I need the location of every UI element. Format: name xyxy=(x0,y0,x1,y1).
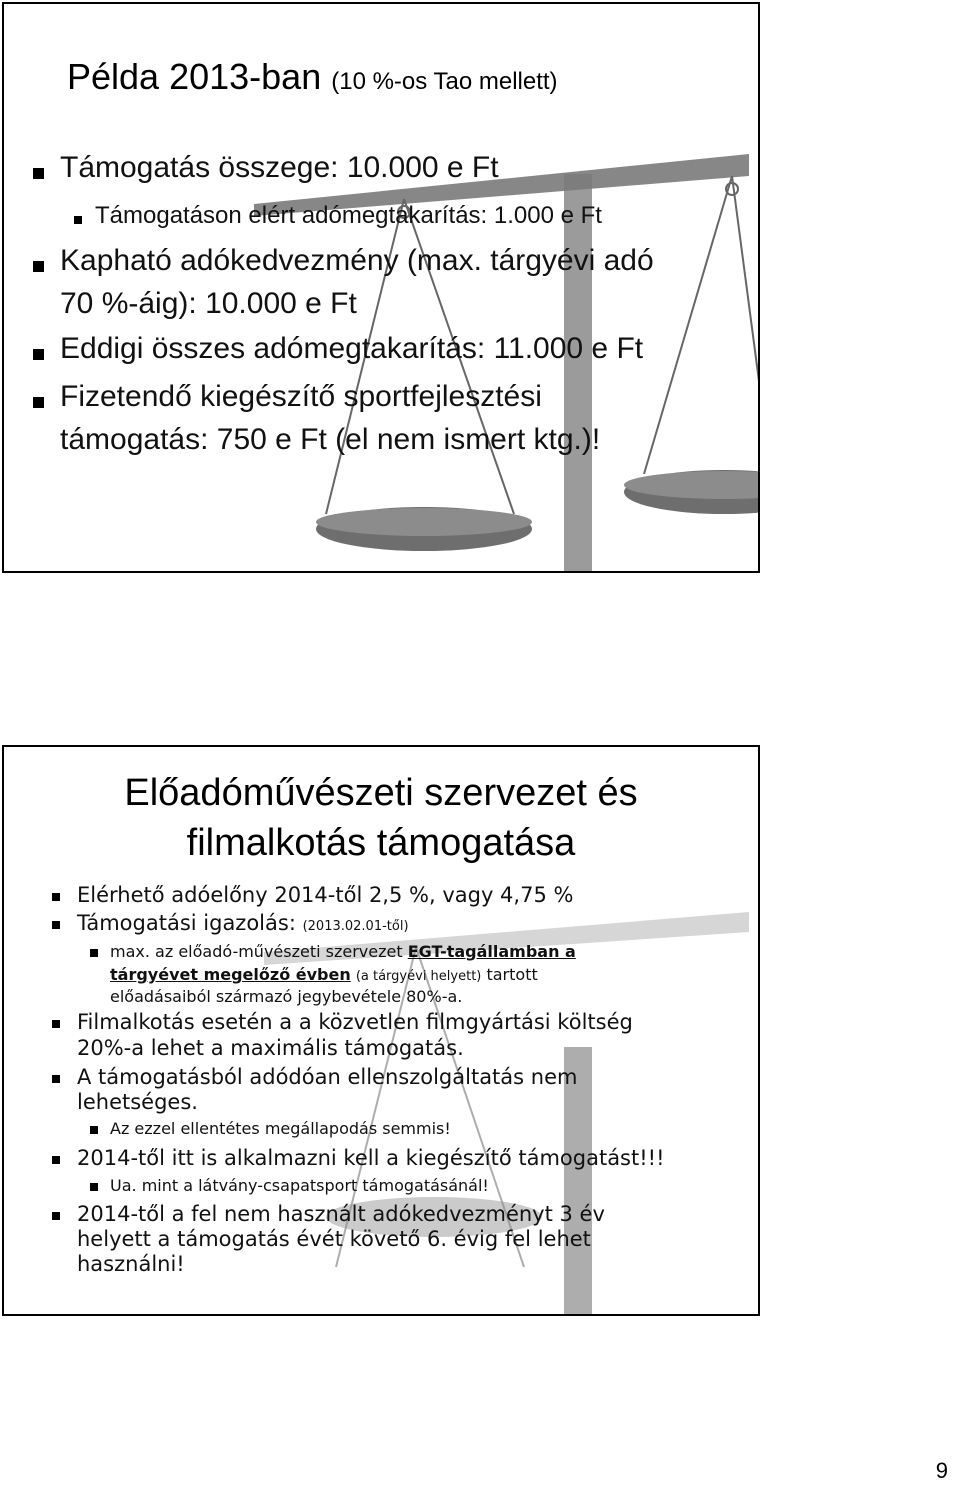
bullet-marker xyxy=(33,397,44,408)
bullet-marker xyxy=(52,1156,60,1164)
bullet-support-amount: Támogatás összege: 10.000 e Ft xyxy=(60,151,499,184)
subbullet-same-as-team-sport: Ua. mint a látvány-csapatsport támogatásánál! xyxy=(110,1176,489,1195)
bullet-tax-advantage: Elérhető adóelőny 2014-től 2,5 %, vagy 4,75 % xyxy=(77,883,574,907)
subbullet-max-revenue-line3: előadásaiból származó jegybevétele 80%-a. xyxy=(110,987,463,1006)
bullet-total-saving: Eddigi összes adómegtakarítás: 11.000 e Ft xyxy=(60,332,644,365)
bullet-marker xyxy=(90,1126,98,1134)
slide-1-title-sub: (10 %-os Tao mellett) xyxy=(331,68,558,95)
max-revenue-text: max. az előadó-művészeti szervezet xyxy=(110,942,403,961)
bullet-marker xyxy=(52,1075,60,1083)
bullet-film-line2: 20%-a lehet a maximális támogatás. xyxy=(77,1036,464,1060)
bullet-supplementary-line2: támogatás: 750 e Ft (el nem ismert ktg.)! xyxy=(60,423,601,456)
bullet-supplementary-line1: Fizetendő kiegészítő sportfejlesztési xyxy=(60,380,542,413)
slide-1 xyxy=(2,2,760,573)
bullet-no-consideration-line2: lehetséges. xyxy=(77,1090,198,1114)
bullet-unused-allowance-line1: 2014-től a fel nem használt adókedvezményt 3 év xyxy=(77,1202,605,1226)
slide-1-title xyxy=(67,56,558,98)
bullet-marker xyxy=(90,949,98,957)
support-certificate-date: (2013.02.01-től) xyxy=(302,919,409,934)
subbullet-max-revenue-line1 xyxy=(110,942,576,961)
bullet-marker xyxy=(52,921,60,929)
bullet-marker xyxy=(33,168,44,179)
bullet-tax-saving: Támogatáson elért adómegtakarítás: 1.000 e Ft xyxy=(95,202,602,229)
held-text: tartott xyxy=(486,965,538,984)
support-certificate-label: Támogatási igazolás: xyxy=(77,911,296,935)
page-number: 9 xyxy=(935,1458,948,1483)
bullet-support-certificate xyxy=(77,911,409,935)
slide-2-title-line2: filmalkotás támogatása xyxy=(186,822,576,864)
bullet-no-consideration-line1: A támogatásból adódóan ellenszolgáltatás nem xyxy=(77,1065,578,1089)
slide-2 xyxy=(2,745,760,1316)
subbullet-contrary-agreement-void: Az ezzel ellentétes megállapodás semmis! xyxy=(110,1119,451,1138)
bullet-marker xyxy=(33,349,44,360)
slide-2-title-line1: Előadóművészeti szervezet és xyxy=(124,772,638,814)
bullet-supplementary-2014: 2014-től itt is alkalmazni kell a kiegészítő támogatást!!! xyxy=(77,1146,665,1170)
bullet-available-allowance-line2: 70 %-áig): 10.000 e Ft xyxy=(60,287,357,320)
subbullet-max-revenue-line2 xyxy=(110,965,538,984)
bullet-marker xyxy=(52,1020,60,1028)
slide-1-title-main: Példa 2013-ban xyxy=(67,56,322,97)
bullet-marker xyxy=(52,893,60,901)
previous-year-text: tárgyévet megelőző évben xyxy=(110,965,351,984)
instead-of-tax-year-text: (a tárgyévi helyett) xyxy=(355,969,482,984)
bullet-marker xyxy=(52,1212,60,1220)
bullet-film-line1: Filmalkotás esetén a a közvetlen filmgyártási költség xyxy=(77,1010,633,1034)
bullet-marker xyxy=(90,1183,98,1191)
bullet-marker xyxy=(74,216,82,224)
bullet-available-allowance-line1: Kapható adókedvezmény (max. tárgyévi adó xyxy=(60,244,654,277)
bullet-unused-allowance-line3: használni! xyxy=(77,1252,185,1276)
bullet-unused-allowance-line2: helyett a támogatás évét követő 6. évig fel lehet xyxy=(77,1227,591,1251)
eea-member-state-text: EGT-tagállamban a xyxy=(407,942,576,961)
bullet-marker xyxy=(33,261,44,272)
